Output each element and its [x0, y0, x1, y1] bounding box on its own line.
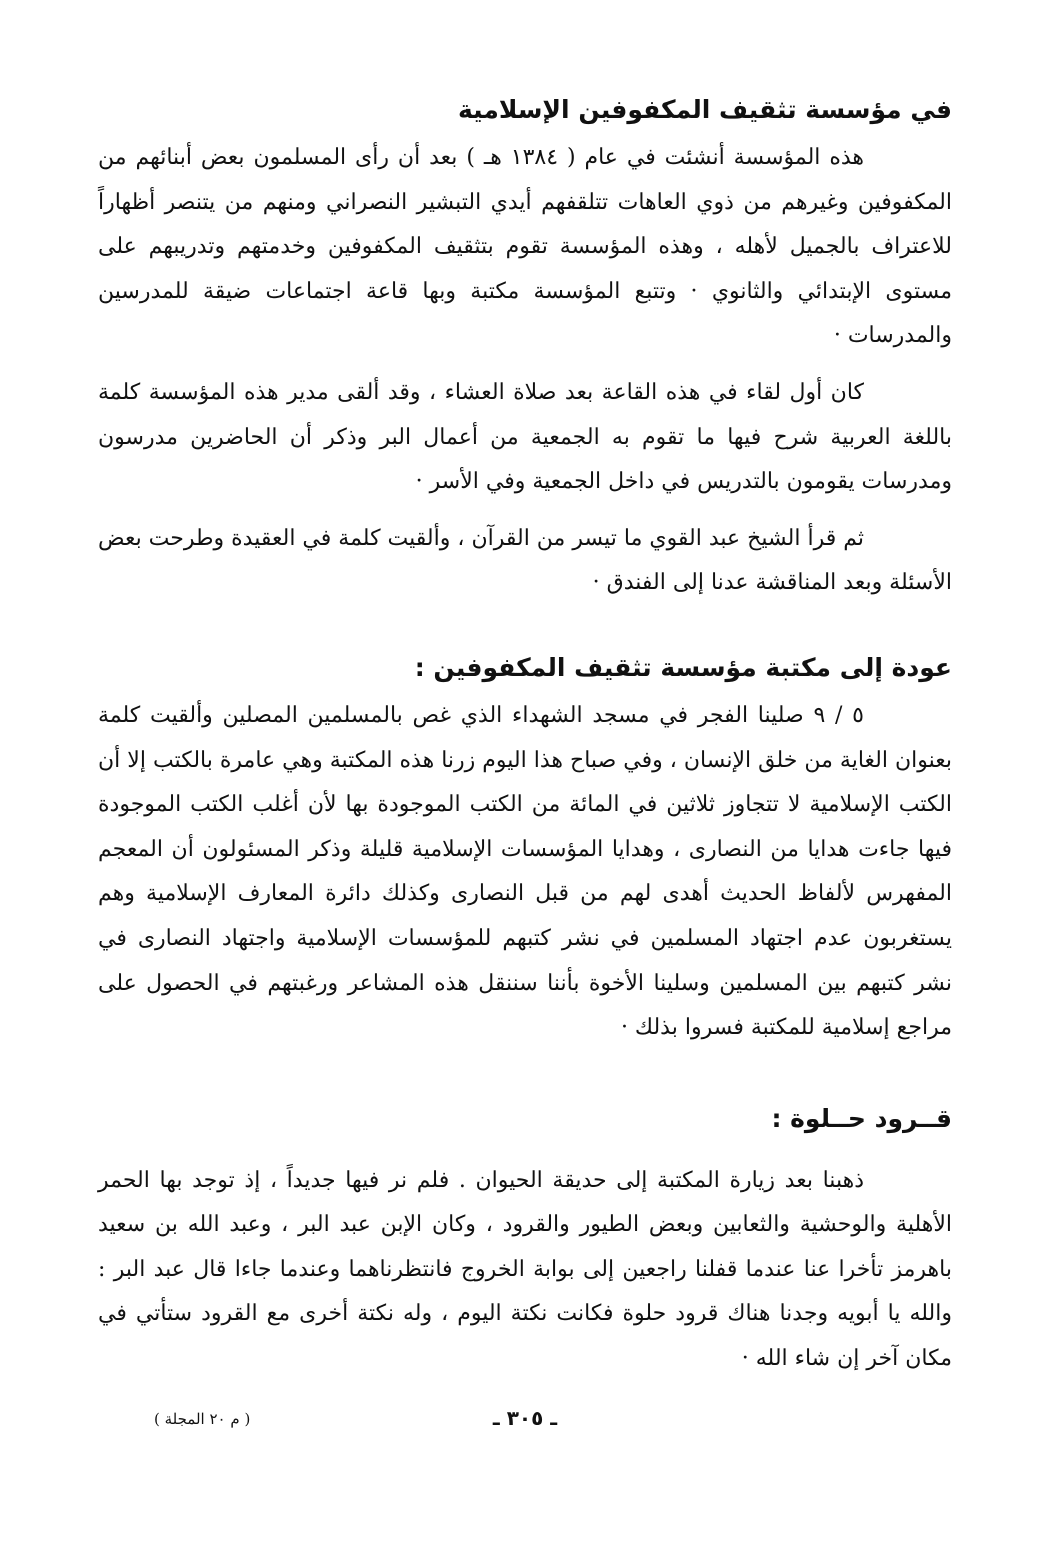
paragraph: ٥ / ٩ صلينا الفجر في مسجد الشهداء الذي غص بالمسلمين المصلين وألقيت كلمة بعنوان الغاية من خلق الإنسان ، وفي صباح هذا اليوم زرنا هذه المكتبة وهي عامرة بالكتب إلا أن الكتب الإسلامية لا تتجاوز ثلاثين في المائة من الكتب الموجودة بها لأن أغلب الكتب الموجودة فيها جاءت هدايا من النصارى ، وهدايا المؤسسات الإسلامية قليلة وذكر المسئولون أن المعجم المفهرس لألفاظ الحديث أهدى لهم من قبل النصارى وكذلك دائرة المعارف الإسلامية وهم يستغربون عدم اجتهاد المسلمين في نشر كتبهم للمؤسسات الإسلامية واجتهاد النصارى في نشر كتبهم بين المسلمين وسلينا الأخوة بأننا سننقل هذه المشاعر ورغبتهم في الحصول على مراجع إسلامية للمكتبة فسروا بذلك ·	[98, 702, 952, 1041]
journal-note: ( م ٢٠ المجلة )	[154, 1410, 251, 1428]
paragraph: ذهبنا بعد زيارة المكتبة إلى حديقة الحيوان . فلم نر فيها جديداً ، إذ توجد بها الحمر الأهلية والوحشية والثعابين وبعض الطيور والقرود ، وكان الإبن عبد البر ، وعبد الله بن سعيد باهرمز تأخرا عنا عندما قفلنا راجعين إلى بوابة الخروج فانتظرناهما وعندما جاءا قال عبد البر : والله يا أبويه وجدنا هناك قرود حلوة فكانت نكتة اليوم ، وله نكتة أخرى مع القرود ستأتي في مكان آخر إن شاء الله ·	[98, 1167, 952, 1372]
section-heading-blind-institute: في مؤسسة تثقيف المكفوفين الإسلامية	[458, 95, 952, 124]
paragraph: هذه المؤسسة أنشئت في عام ( ١٣٨٤ هـ ) بعد أن رأى المسلمون بعض أبنائهم من المكفوفين وغيرهم من ذوي العاهات تتلقفهم أيدي التبشير النصراني ومنهم من يتنصر أظهاراً للاعتراف بالجميل لأهله ، وهذه المؤسسة تقوم بتثقيف المكفوفين وخدمتهم وتدريبهم على مستوى الإبتدائي والثانوي · وتتبع المؤسسة مكتبة وبها قاعة اجتماعات ضيقة للمدرسين والمدرسات ·	[98, 145, 952, 349]
page-footer	[98, 1406, 952, 1436]
section-heading-return-to-library: عودة إلى مكتبة مؤسسة تثقيف المكفوفين :	[414, 652, 952, 682]
paragraph: كان أول لقاء في هذه القاعة بعد صلاة العشاء ، وقد ألقى مدير هذه المؤسسة كلمة باللغة العربية شرح فيها ما تقوم به الجمعية من أعمال البر وذكر أن الحاضرين مدرسون ومدرسات يقومون بالتدريس في داخل الجمعية وفي الأسر ·	[98, 379, 952, 495]
paragraph: ثم قرأ الشيخ عبد القوي ما تيسر من القرآن ، وألقيت كلمة في العقيدة وطرحت بعض الأسئلة وبعد المناقشة عدنا إلى الفندق ·	[98, 525, 952, 596]
page-number: ـ ٣٠٥ ـ	[492, 1406, 558, 1430]
heading-spacer	[98, 1145, 952, 1159]
section-spacer	[98, 618, 952, 646]
section-spacer	[98, 1063, 952, 1097]
page-content	[98, 88, 952, 1394]
section-heading-monkeys: قــرود حــلوة :	[771, 1103, 952, 1133]
